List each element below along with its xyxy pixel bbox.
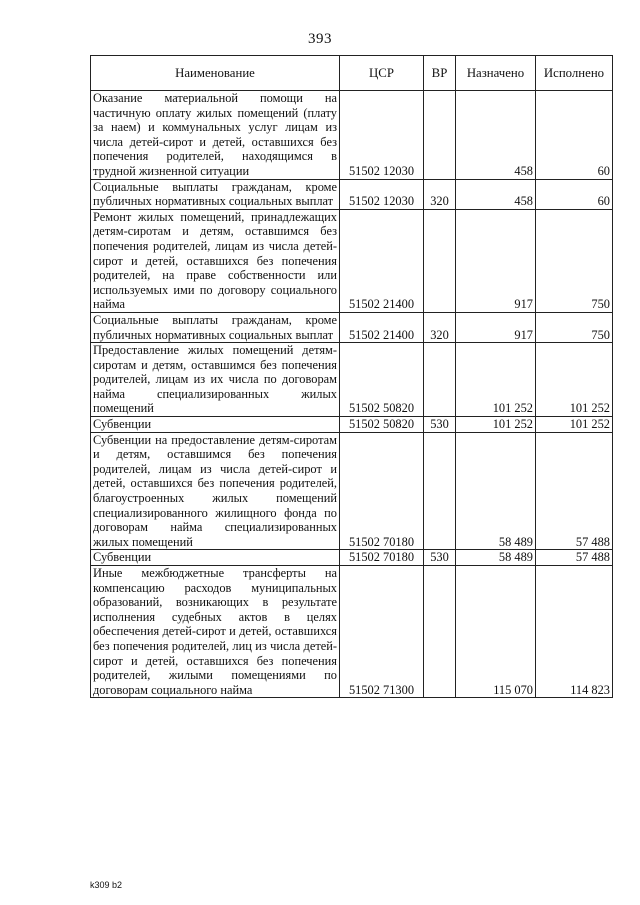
header-csr: ЦСР: [340, 56, 424, 91]
row-csr: 51502 71300: [340, 566, 424, 698]
row-name: Иные межбюджетные трансферты на компенсацию расходов муниципальных образований, возникающих в результате исполнения судебных актов в целях обеспечения детей-сирот и детей, оставшихся без попечения родителей, лиц из числа детей-сирот и детей, оставшихся без попечения родителей, жилыми помещениями по договорам социального найма: [91, 566, 340, 698]
row-executed: 114 823: [536, 566, 613, 698]
row-planned: 458: [456, 91, 536, 180]
row-planned: 101 252: [456, 417, 536, 433]
row-vr: [424, 566, 456, 698]
header-vr: ВР: [424, 56, 456, 91]
row-csr: 51502 21400: [340, 209, 424, 312]
footer-code: k309 b2: [90, 880, 123, 890]
row-vr: [424, 432, 456, 550]
row-csr: 51502 50820: [340, 417, 424, 433]
row-vr: 320: [424, 312, 456, 342]
row-csr: 51502 50820: [340, 343, 424, 417]
row-name: Ремонт жилых помещений, принадлежащих детям-сиротам и детям, оставшимся без попечения родителей, лицам из числа детей-сирот и детей, оставшихся без попечения родителей, на праве собственности или используемых ими по договору социального найма: [91, 209, 340, 312]
row-name: Предоставление жилых помещений детям-сиротам и детям, оставшимся без попечения родителей, лицам из их числа по договорам найма специализированных жилых помещений: [91, 343, 340, 417]
row-executed: 101 252: [536, 343, 613, 417]
row-planned: 458: [456, 179, 536, 209]
table-row: [91, 432, 613, 550]
row-name: Субвенции: [91, 550, 340, 566]
row-planned: 115 070: [456, 566, 536, 698]
row-name: Субвенции: [91, 417, 340, 433]
table-row: [91, 312, 613, 342]
table-row: [91, 209, 613, 312]
row-planned: 917: [456, 209, 536, 312]
row-planned: 917: [456, 312, 536, 342]
row-name: Социальные выплаты гражданам, кроме публичных нормативных социальных выплат: [91, 312, 340, 342]
row-csr: 51502 70180: [340, 550, 424, 566]
row-vr: 320: [424, 179, 456, 209]
row-executed: 60: [536, 91, 613, 180]
row-vr: [424, 209, 456, 312]
row-executed: 57 488: [536, 432, 613, 550]
header-planned: Назначено: [456, 56, 536, 91]
row-csr: 51502 21400: [340, 312, 424, 342]
row-csr: 51502 12030: [340, 91, 424, 180]
row-planned: 58 489: [456, 550, 536, 566]
row-executed: 60: [536, 179, 613, 209]
table-header-row: [91, 56, 613, 91]
row-name: Субвенции на предоставление детям-сиротам и детям, оставшимся без попечения родителей, лицам из числа детей-сирот и детей, оставшихся без попечения родителей, благоустроенных жилых помещений специализированного жилищного фонда по договорам найма специализированных жилых помещений: [91, 432, 340, 550]
table-row: [91, 566, 613, 698]
row-executed: 750: [536, 209, 613, 312]
row-executed: 750: [536, 312, 613, 342]
row-vr: 530: [424, 550, 456, 566]
row-executed: 101 252: [536, 417, 613, 433]
row-vr: [424, 343, 456, 417]
row-executed: 57 488: [536, 550, 613, 566]
row-vr: 530: [424, 417, 456, 433]
row-name: Социальные выплаты гражданам, кроме публичных нормативных социальных выплат: [91, 179, 340, 209]
row-csr: 51502 70180: [340, 432, 424, 550]
header-executed: Исполнено: [536, 56, 613, 91]
row-csr: 51502 12030: [340, 179, 424, 209]
row-planned: 58 489: [456, 432, 536, 550]
header-name: Наименование: [91, 56, 340, 91]
page-number: 393: [308, 31, 332, 47]
row-name: Оказание материальной помощи на частичную оплату жилых помещений (плату за наем) и коммунальных услуг лицам из числа детей-сирот и детей, оставшихся без попечения родителей, находящимся в трудной жизненной ситуации: [91, 91, 340, 180]
budget-table: [90, 55, 613, 698]
table-row: [91, 343, 613, 417]
table-row: [91, 417, 613, 433]
table-row: [91, 179, 613, 209]
table-row: [91, 550, 613, 566]
row-vr: [424, 91, 456, 180]
row-planned: 101 252: [456, 343, 536, 417]
table-row: [91, 91, 613, 180]
